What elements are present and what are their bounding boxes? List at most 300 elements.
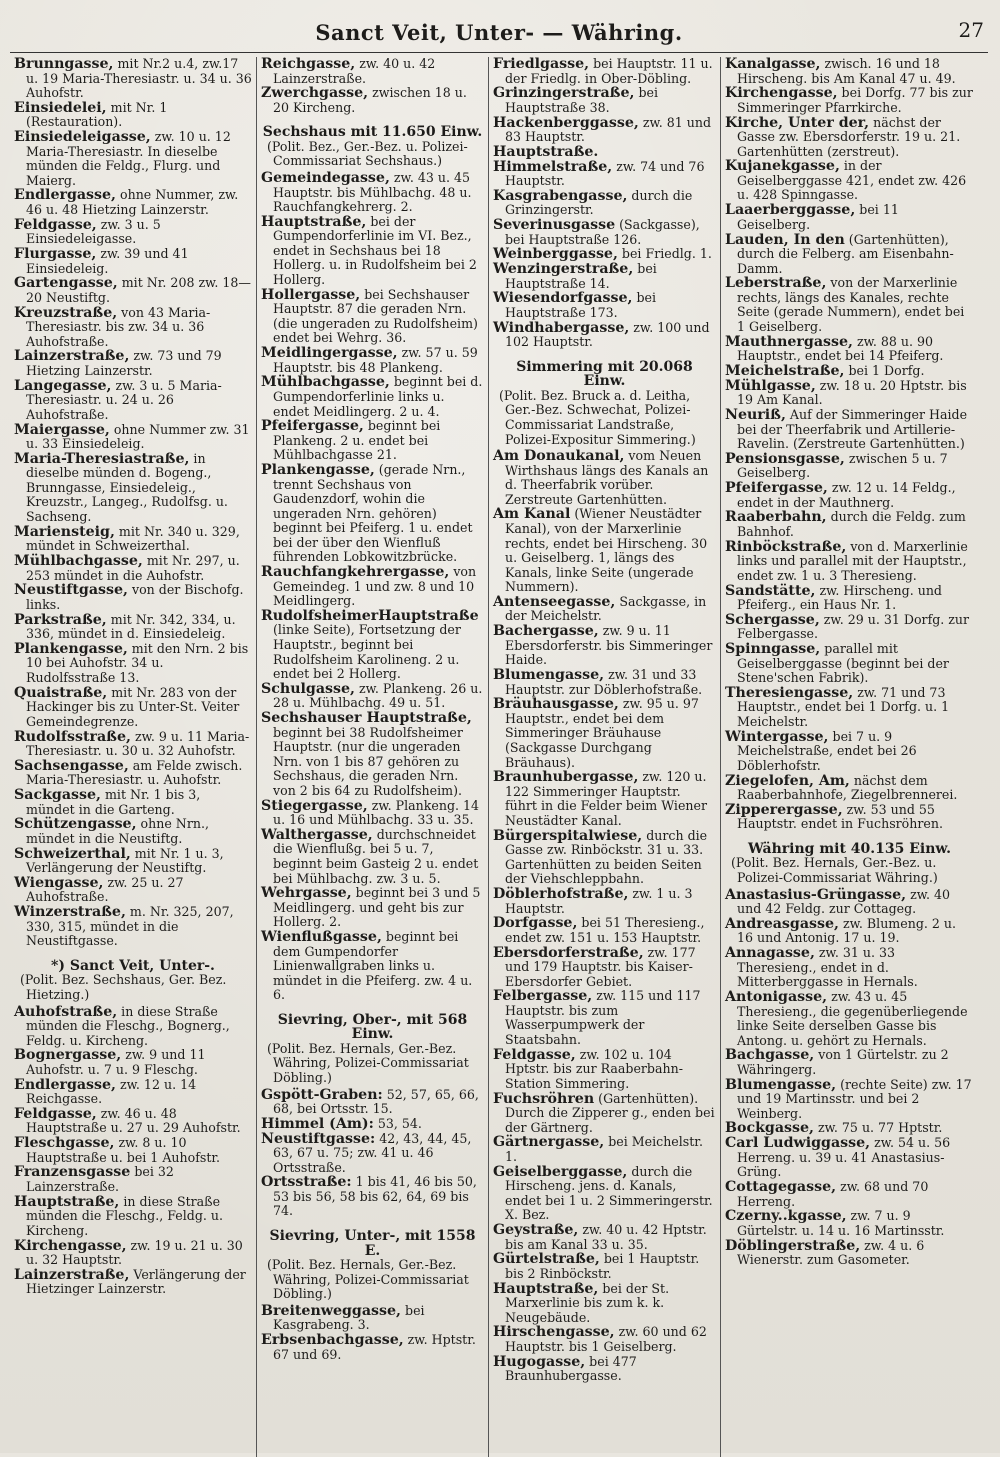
street-description: (Sackgasse), bei Hauptstraße 126. — [505, 217, 700, 247]
street-description: 53, 54. — [373, 1115, 422, 1131]
section-header — [493, 360, 716, 447]
street-description: durch die Gasse zw. Rinböckstr. 31 u. 33. Gartenhütten zu beiden Seiten der Viehschleppbahn. — [505, 827, 708, 887]
street-description: zw. 7 u. 9 Gürtelstr. u. 14 u. 16 Martinsstr. — [737, 1208, 945, 1238]
street-description: mit Nr. 1 u. 3, Verlängerung der Neustiftg. — [26, 845, 224, 876]
street-description: beginnt bei dem Gumpendorfer Linienwallgraben links u. mündet in die Pfeiferg. zw. 4 u. 6. — [273, 929, 473, 1003]
street-name: Döblingerstraße, — [725, 1237, 861, 1254]
street-description: Auf der Simmeringer Haide bei der Theerfabrik und Artillerie-Ravelin. (Zerstreute Gartenhütten.) — [737, 407, 968, 452]
street-entry — [725, 613, 974, 642]
street-description: bei 7 u. 9 Meichelstraße, endet bei 26 Döblerhofstr. — [737, 728, 917, 773]
section-header — [725, 842, 974, 886]
street-entry — [261, 1304, 484, 1333]
street-description: mit Nr.2 u.4, zw.17 u. 19 Maria-Theresiastr. u. 34 u. 36 Auhofstr. — [26, 57, 252, 101]
street-name: Zwerchgasse, — [261, 85, 369, 102]
street-description: zw. 74 und 76 Hauptstr. — [505, 158, 705, 189]
street-name: Neustiftgasse, — [14, 582, 128, 599]
street-description: von der Marxerlinie rechts, längs des Kanales, rechte Seite (gerade Nummern), endet bei 1 Geiselberg. — [737, 275, 965, 334]
street-description: von 1 Gürtelstr. zu 2 Währingerg. — [737, 1047, 949, 1077]
street-entry — [493, 262, 716, 291]
street-name: Cottagegasse, — [725, 1179, 837, 1195]
street-description: zw. 40 u. 42 Hptstr. bis am Kanal 33 u. 35. — [505, 1222, 707, 1252]
street-entry — [725, 803, 974, 832]
street-description: bei Hauptstraße 38. — [505, 85, 658, 115]
street-entry — [14, 759, 252, 788]
street-description: (Gartenhütten). Durch die Zipperer g., enden bei der Gärtnerg. — [505, 1090, 715, 1135]
street-description: mit Nr. 340 u. 329, mündet in Schweizerthal. — [26, 523, 240, 554]
street-entry — [725, 233, 974, 277]
street-entry — [725, 57, 974, 86]
street-description: 42, 43, 44, 45, 63, 67 u. 75; zw. 41 u. 46 Ortsstraße. — [273, 1130, 472, 1175]
street-description: zw. 9 u. 11 Maria-Theresiastr. u. 30 u. 32 Auhofstr. — [26, 728, 250, 759]
street-description: zw. 31 u. 33 Theresieng., endet in d. Mitterberggasse in Hernals. — [737, 945, 918, 990]
street-description: bei der St. Marxerlinie bis zum k. k. Neugebäude. — [505, 1280, 670, 1325]
street-name: Kirchengasse, — [14, 1237, 127, 1254]
street-name: Laaerberggasse, — [725, 202, 856, 219]
street-description: von der Bischofg. links. — [26, 582, 244, 612]
street-description: zw. 43 u. 45 Hauptstr. bis Mühlbachg. 48 u. Rauchfangkehrerg. 2. — [273, 170, 472, 215]
street-entry — [725, 364, 974, 379]
street-description: zw. Blumeng. 2 u. 16 und Antonig. 17 u. 19. — [737, 915, 957, 946]
street-description: durch die Hirscheng. jens. d. Kanals, endet bei 1 u. 2 Simmeringerstr. X. Bez. — [505, 1163, 713, 1223]
street-description: ohne Nrn., mündet in die Neustiftg. — [26, 816, 209, 846]
street-description: in diese Straße münden die Fleschg., Bognerg., Feldg. u. Kircheng. — [26, 1003, 230, 1048]
street-name: Einsiedelei, — [14, 99, 107, 116]
street-name: Walthergasse, — [261, 826, 373, 843]
street-name: Hauptstraße. — [493, 143, 599, 160]
street-description: durch die Grinzingerstr. — [505, 187, 693, 218]
street-entry — [725, 888, 974, 917]
street-entry — [725, 540, 974, 584]
street-name: Endlergasse, — [14, 1076, 116, 1093]
street-description: zw. 40 u. 42 Lainzerstraße. — [273, 57, 436, 86]
street-name: Schützengasse, — [14, 816, 137, 833]
street-name: Kreuzstraße, — [14, 304, 118, 321]
street-entry — [261, 375, 484, 419]
street-entry — [493, 916, 716, 945]
street-entry — [493, 189, 716, 218]
street-name: Bachergasse, — [493, 623, 599, 640]
street-name: Bürgerspitalwiese, — [493, 827, 643, 844]
street-entry — [725, 990, 974, 1048]
street-description: bei Dorfg. 77 bis zur Simmeringer Pfarrkirche. — [737, 85, 973, 115]
columns — [10, 57, 988, 1457]
street-entry — [261, 1088, 484, 1117]
street-entry — [493, 1282, 716, 1326]
street-description: m. Nr. 325, 207, 330, 315, mündet in die Neustiftgasse. — [26, 904, 234, 949]
street-entry — [725, 1180, 974, 1209]
street-entry — [14, 276, 252, 305]
street-entry — [725, 86, 974, 115]
street-name: Geiselberggasse, — [493, 1163, 628, 1180]
street-name: Stiegergasse, — [261, 797, 368, 814]
street-name: RudolfsheimerHauptstraße — [261, 607, 479, 624]
street-description: (Wiener Neustädter Kanal), von der Marxerlinie rechts, endet bei Hirscheng. 30 u. Geiselberg. 1, längs des Kanals, linke Seite (ungerade Nummern). — [505, 506, 708, 595]
street-entry — [261, 346, 484, 375]
street-entry — [14, 1165, 252, 1194]
street-name: Wiesendorfgasse, — [493, 290, 633, 307]
street-name: Rinböckstraße, — [725, 538, 847, 555]
street-entry — [493, 247, 716, 262]
street-entry — [725, 379, 974, 408]
street-entry — [493, 1355, 716, 1384]
column-1 — [10, 57, 257, 1457]
street-entry — [14, 379, 252, 423]
street-entry — [493, 1325, 716, 1354]
street-entry — [493, 507, 716, 594]
street-description: zwischen 5 u. 7 Geiselberg. — [737, 450, 948, 481]
street-entry — [725, 1136, 974, 1180]
street-name: Geystraße, — [493, 1222, 579, 1239]
street-entry — [14, 130, 252, 188]
street-description: zw. 12 u. 14 Feldg., endet in der Mauthnerg. — [737, 480, 956, 510]
street-name: Schulgasse, — [261, 680, 355, 697]
street-name: Feldgasse, — [14, 216, 97, 233]
street-entry — [725, 774, 974, 803]
street-name: Sachsengasse, — [14, 757, 129, 774]
street-name: Mühlbachgasse, — [14, 553, 143, 570]
street-name: Sechshauser Hauptstraße, — [261, 710, 472, 727]
street-description: mit den Nrn. 2 bis 10 bei Auhofstr. 34 u. Rudolfsstraße 13. — [26, 640, 249, 685]
section-header — [261, 125, 484, 169]
street-name: Lauden, In den — [725, 231, 845, 248]
street-entry — [14, 1239, 252, 1268]
street-name: Fleschgasse, — [14, 1135, 115, 1152]
street-entry — [725, 276, 974, 334]
street-description: in dieselbe münden d. Bogeng., Brunngasse, Einsiedeleig., Kreuzstr., Langeg., Rudolfsg. u. Sachseng. — [26, 450, 228, 525]
street-name: Erbsenbachgasse, — [261, 1332, 404, 1349]
street-entry — [14, 583, 252, 612]
street-name: Spinngasse, — [725, 641, 821, 658]
street-entry — [493, 145, 716, 160]
street-description: zw. 1 u. 3 Hauptstr. — [505, 886, 693, 916]
street-description: ohne Nummer, zw. 46 u. 48 Hietzing Lainzerstr. — [26, 187, 239, 218]
street-description: zw. 75 u. 77 Hptstr. — [813, 1120, 943, 1136]
street-description: vom Neuen Wirthshaus längs des Kanals an d. Theerfabrik vorüber. Zerstreute Gartenhütten. — [505, 448, 709, 507]
street-description: bei Hauptstraße 173. — [505, 290, 656, 320]
street-name: Hirschengasse, — [493, 1324, 615, 1341]
street-description: in diese Straße münden die Fleschg., Feldg. u. Kircheng. — [26, 1193, 224, 1238]
street-name: Maria-Theresiastraße, — [14, 450, 190, 467]
street-entry — [493, 57, 716, 86]
street-name: Sackgasse, — [14, 787, 101, 804]
street-entry — [493, 595, 716, 624]
street-entry — [493, 449, 716, 507]
street-entry — [493, 1092, 716, 1136]
street-entry — [14, 613, 252, 642]
street-entry — [261, 711, 484, 798]
street-entry — [493, 697, 716, 770]
street-name: Wenzingerstraße, — [493, 261, 634, 278]
street-description: bei Sechshauser Hauptstr. 87 die geraden Nrn. (die ungeraden zu Rudolfsheim) endet bei Wehrg. 36. — [273, 286, 478, 346]
section-header — [14, 959, 252, 1003]
street-name: Auhofstraße, — [14, 1003, 118, 1020]
street-name: Bachgasse, — [725, 1047, 815, 1064]
street-description: bei der Gumpendorferlinie im VI. Bez., endet in Sechshaus bei 18 Hollerg. u. in Rudolfsheim bei 2 Hollerg. — [273, 213, 477, 288]
street-description: beginnt bei d. Gumpendorferlinie links u. endet Meidlingerg. 2 u. 4. — [273, 374, 483, 419]
street-description: zw. 39 und 41 Einsiedeleig. — [26, 246, 189, 276]
street-description: parallel mit Geiselberggasse (beginnt bei der Stene'schen Fabrik). — [737, 641, 949, 686]
street-name: Dorfgasse, — [493, 915, 578, 932]
street-entry — [261, 171, 484, 215]
street-name: Gemeindegasse, — [261, 170, 390, 187]
street-name: Ziegelofen, Am, — [725, 772, 850, 789]
street-entry — [493, 668, 716, 697]
section-info: (Polit. Bez., Ger.-Bez. u. Polizei-Commissariat Sechshaus.) — [267, 138, 468, 169]
street-description: 1 bis 41, 46 bis 50, 53 bis 56, 58 bis 62, 64, 69 bis 74. — [273, 1174, 477, 1219]
street-description: zw. 4 u. 6 Wienerstr. zum Gasometer. — [737, 1237, 925, 1268]
street-entry — [14, 847, 252, 876]
street-name: Blumengasse, — [493, 667, 605, 684]
street-entry — [493, 116, 716, 145]
street-entry — [725, 159, 974, 203]
street-name: Franzensgasse — [14, 1164, 131, 1181]
street-entry — [14, 1268, 252, 1297]
street-entry — [14, 1195, 252, 1239]
street-name: Andreasgasse, — [725, 915, 839, 932]
street-description: von 43 Maria-Theresiastr. bis zw. 34 u. 36 Auhofstraße. — [26, 304, 211, 349]
street-entry — [493, 624, 716, 668]
street-entry — [261, 463, 484, 565]
street-description: zw. 29 u. 31 Dorfg. zur Felbergasse. — [737, 611, 970, 642]
street-description: bei Friedlg. 1. — [617, 246, 712, 262]
section-title: Simmering mit 20.068 Einw. — [516, 358, 693, 390]
street-entry — [14, 247, 252, 276]
street-name: Severinusgasse — [493, 217, 616, 234]
street-name: Einsiedeleigasse, — [14, 129, 151, 146]
street-description: nächst dem Raaberbahnhofe, Ziegelbrennerei. — [737, 772, 958, 803]
street-entry — [725, 730, 974, 774]
street-description: zw. Hptstr. 67 und 69. — [273, 1332, 476, 1362]
street-entry — [725, 1121, 974, 1136]
street-name: Meichelstraße, — [725, 362, 845, 379]
street-name: Windhabergasse, — [493, 319, 630, 336]
street-name: Gartengasse, — [14, 275, 118, 292]
street-name: Czerny..kgasse, — [725, 1208, 847, 1225]
street-description: (gerade Nrn., trennt Sechshaus von Gaudenzdorf, wohin die ungeraden Nrn. gehören) beginnt bei Pfeiferg. 1 u. endet bei der über den Wienfluß führenden Lobkowitzbrücke. — [273, 462, 473, 565]
street-entry — [14, 452, 252, 525]
street-name: Hauptstraße, — [14, 1193, 120, 1210]
street-entry — [261, 799, 484, 828]
street-entry — [261, 1117, 484, 1132]
street-entry — [14, 1107, 252, 1136]
street-description: bei 32 Lainzerstraße. — [26, 1164, 174, 1194]
section-title: Währing mit 40.135 Einw. — [748, 840, 951, 857]
street-description: zw. 57 u. 59 Hauptstr. bis 48 Plankeng. — [273, 345, 478, 375]
street-name: Carl Ludwiggasse, — [725, 1135, 871, 1152]
street-entry — [725, 1239, 974, 1268]
street-description: zwischen 18 u. 20 Kircheng. — [273, 85, 467, 115]
street-name: Lainzerstraße, — [14, 348, 130, 365]
street-entry — [725, 1078, 974, 1122]
street-description: bei 1 Hauptstr. bis 2 Rinböckstr. — [505, 1251, 700, 1281]
street-entry — [493, 291, 716, 320]
street-entry — [725, 1209, 974, 1238]
street-name: Hauptstraße, — [261, 213, 367, 230]
street-name: Breitenweggasse, — [261, 1302, 401, 1319]
street-name: Am Donaukanal, — [493, 448, 625, 465]
street-description: zw. 73 und 79 Hietzing Lainzerstr. — [26, 348, 222, 378]
street-name: Annagasse, — [725, 945, 815, 962]
street-name: Quaistraße, — [14, 684, 108, 701]
street-name: Hollergasse, — [261, 286, 361, 303]
street-description: bei 477 Braunhubergasse. — [505, 1353, 637, 1384]
street-description: bei Hauptstraße 14. — [505, 261, 657, 291]
street-entry — [493, 989, 716, 1047]
street-entry — [14, 188, 252, 217]
street-name: Döblerhofstraße, — [493, 886, 629, 902]
street-entry — [725, 481, 974, 510]
street-entry — [261, 419, 484, 463]
street-entry — [261, 565, 484, 609]
street-entry — [725, 917, 974, 946]
street-entry — [493, 1135, 716, 1164]
street-description: Sackgasse, in der Meichelstr. — [505, 593, 707, 624]
column-2 — [257, 57, 489, 1457]
street-description: bei 11 Geiselberg. — [737, 202, 899, 232]
street-description: zw. Plankeng. 26 u. 28 u. Mühlbachg. 49 u. 51. — [273, 680, 483, 711]
street-entry — [725, 408, 974, 452]
street-entry — [493, 160, 716, 189]
street-entry — [261, 828, 484, 886]
street-description: mit Nr. 1 bis 3, mündet in die Garteng. — [26, 787, 201, 817]
street-entry — [14, 349, 252, 378]
street-name: Ebersdorferstraße, — [493, 944, 644, 961]
street-name: Antenseegasse, — [493, 593, 616, 610]
street-entry — [493, 1048, 716, 1092]
street-entry — [261, 215, 484, 288]
street-name: Hugogasse, — [493, 1353, 586, 1370]
street-entry — [261, 1175, 484, 1219]
street-description: zw. 46 u. 48 Hauptstraße u. 27 u. 29 Auhofstr. — [26, 1105, 241, 1136]
page-header — [10, 18, 988, 53]
street-description: zw. 81 und 83 Hauptstr. — [505, 114, 712, 145]
section-title: Sievring, Ober-, mit 568 Einw. — [277, 1011, 468, 1043]
street-name: Am Kanal — [493, 506, 571, 523]
section-info: (Polit. Bez. Hernals, Ger.-Bez. u. Polizei-Commissariat Währing.) — [731, 855, 938, 886]
street-description: zwisch. 16 und 18 Hirscheng. bis Am Kanal 47 u. 49. — [737, 57, 956, 86]
street-description: zw. 100 und 102 Hauptstr. — [505, 319, 710, 350]
street-description: durchschneidet die Wienflußg. bei 5 u. 7, beginnt beim Gasteig 2 u. endet bei Mühlbachg. zw. 3 u. 5. — [273, 826, 479, 886]
street-name: Mühlbachgasse, — [261, 374, 390, 391]
street-description: zw. 68 und 70 Herreng. — [737, 1179, 929, 1209]
street-entry — [261, 1333, 484, 1362]
section-info: (Polit. Bez. Hernals, Ger.-Bez. Währing, Polizei-Commissariat Döbling.) — [267, 1040, 469, 1085]
street-entry — [14, 730, 252, 759]
street-name: Mariensteig, — [14, 523, 115, 540]
street-name: Mauthnergasse, — [725, 333, 853, 350]
street-name: Plankengasse, — [14, 640, 128, 657]
street-entry — [14, 642, 252, 686]
street-description: beginnt bei Plankeng. 2 u. endet bei Mühlbachgasse 21. — [273, 418, 441, 463]
street-name: Ortsstraße: — [261, 1174, 352, 1191]
street-entry — [493, 887, 716, 916]
street-entry — [493, 1252, 716, 1281]
street-description: am Felde zwisch. Maria-Theresiastr. u. Auhofstr. — [26, 757, 243, 788]
street-name: Theresiengasse, — [725, 684, 854, 701]
street-name: Zipperergasse, — [725, 801, 843, 818]
street-entry — [14, 554, 252, 583]
street-description: mit Nr. 1 (Restauration). — [26, 99, 168, 130]
street-description: (Gartenhütten), durch die Felberg. am Eisenbahn-Damm. — [737, 231, 954, 276]
street-description: bei Hauptstr. 11 u. der Friedlg. in Ober-Döbling. — [505, 57, 713, 86]
street-name: Kasgrabengasse, — [493, 187, 628, 204]
street-entry — [725, 116, 974, 160]
section-title: *) Sanct Veit, Unter-. — [51, 957, 215, 974]
street-description: zw. 12 u. 14 Reichgasse. — [26, 1076, 197, 1107]
street-entry — [14, 1078, 252, 1107]
street-description: bei Kasgrabeng. 3. — [273, 1302, 425, 1333]
section-header — [261, 1013, 484, 1086]
section-info: (Polit. Bez. Bruck a. d. Leitha, Ger.-Bez. Schwechat, Polizei-Commissariat Landstraße, Polizei-Expositur Simmering.) — [499, 387, 696, 447]
street-entry — [493, 829, 716, 887]
street-entry — [261, 682, 484, 711]
street-description: durch die Feldg. zum Bahnhof. — [737, 509, 966, 539]
street-entry — [261, 609, 484, 682]
street-name: Kirche, Unter der, — [725, 114, 870, 131]
street-description: 52, 57, 65, 66, 68, bei Ortsstr. 15. — [273, 1086, 479, 1117]
street-name: Wehrgasse, — [261, 885, 352, 902]
street-entry — [725, 946, 974, 990]
street-entry — [725, 584, 974, 613]
street-entry — [725, 686, 974, 730]
street-description: zw. 3 u. 5 Maria-Theresiastr. u. 24 u. 26 Auhofstraße. — [26, 377, 222, 422]
street-name: Grinzingerstraße, — [493, 85, 635, 102]
street-description: Verlängerung der Hietzinger Lainzerstr. — [26, 1266, 246, 1297]
street-description: zw. 120 u. 122 Simmeringer Hauptstr. führt in die Felder beim Wiener Neustädter Kanal. — [505, 769, 707, 828]
street-name: Maiergasse, — [14, 421, 110, 438]
street-name: Weinberggasse, — [493, 246, 618, 263]
street-name: Wintergasse, — [725, 728, 829, 745]
street-entry — [725, 335, 974, 364]
street-entry — [725, 1048, 974, 1077]
street-description: zw. 18 u. 20 Hptstr. bis 19 Am Kanal. — [737, 377, 967, 408]
street-name: Endlergasse, — [14, 187, 116, 204]
street-name: Anastasius-Grüngasse, — [725, 886, 907, 903]
street-entry — [493, 218, 716, 247]
street-name: Fuchsröhren — [493, 1090, 595, 1107]
street-name: Bognergasse, — [14, 1047, 122, 1064]
street-description: zw. 54 u. 56 Herreng. u. 39 u. 41 Anastasius-Grüng. — [737, 1135, 951, 1180]
street-description: zw. 3 u. 5 Einsiedeleigasse. — [26, 216, 161, 247]
street-entry — [14, 1136, 252, 1165]
street-entry — [14, 817, 252, 846]
street-description: mit Nr. 283 von der Hackinger bis zu Unter-St. Veiter Gemeindegrenze. — [26, 684, 240, 729]
street-entry — [493, 770, 716, 828]
street-name: Raaberbahn, — [725, 509, 827, 526]
street-name: Bockgasse, — [725, 1120, 814, 1137]
page-number: 27 — [958, 18, 984, 42]
street-description: mit Nr. 297, u. 253 mündet in die Auhofstr. — [26, 553, 240, 583]
street-entry — [14, 686, 252, 730]
street-description: bei 51 Theresieng., endet zw. 151 u. 153 Hauptstr. — [505, 915, 705, 945]
section-title: Sechshaus mit 11.650 Einw. — [262, 124, 483, 141]
street-description: zw. 60 und 62 Hauptstr. bis 1 Geiselberg. — [505, 1324, 707, 1355]
street-name: Pensionsgasse, — [725, 450, 845, 467]
street-entry — [261, 930, 484, 1003]
street-description: zw. 71 und 73 Hauptstr., endet bei 1 Dorfg. u. 1 Meichelstr. — [737, 684, 950, 729]
street-name: Antonigasse, — [725, 988, 828, 1005]
street-name: Wiengasse, — [14, 874, 104, 891]
street-name: Kirchengasse, — [725, 85, 838, 102]
street-description: mit Nr. 208 zw. 18—20 Neustiftg. — [26, 275, 252, 305]
street-description: zw. 95 u. 97 Hauptstr., endet bei dem Simmeringer Bräuhause (Sackgasse Durchgang Bräuhaus). — [505, 696, 699, 770]
street-name: Lainzerstraße, — [14, 1266, 130, 1283]
street-entry — [14, 218, 252, 247]
column-3 — [489, 57, 721, 1457]
street-name: Friedlgasse, — [493, 57, 590, 72]
street-name: Kujanekgasse, — [725, 158, 840, 175]
street-name: Leberstraße, — [725, 275, 827, 292]
